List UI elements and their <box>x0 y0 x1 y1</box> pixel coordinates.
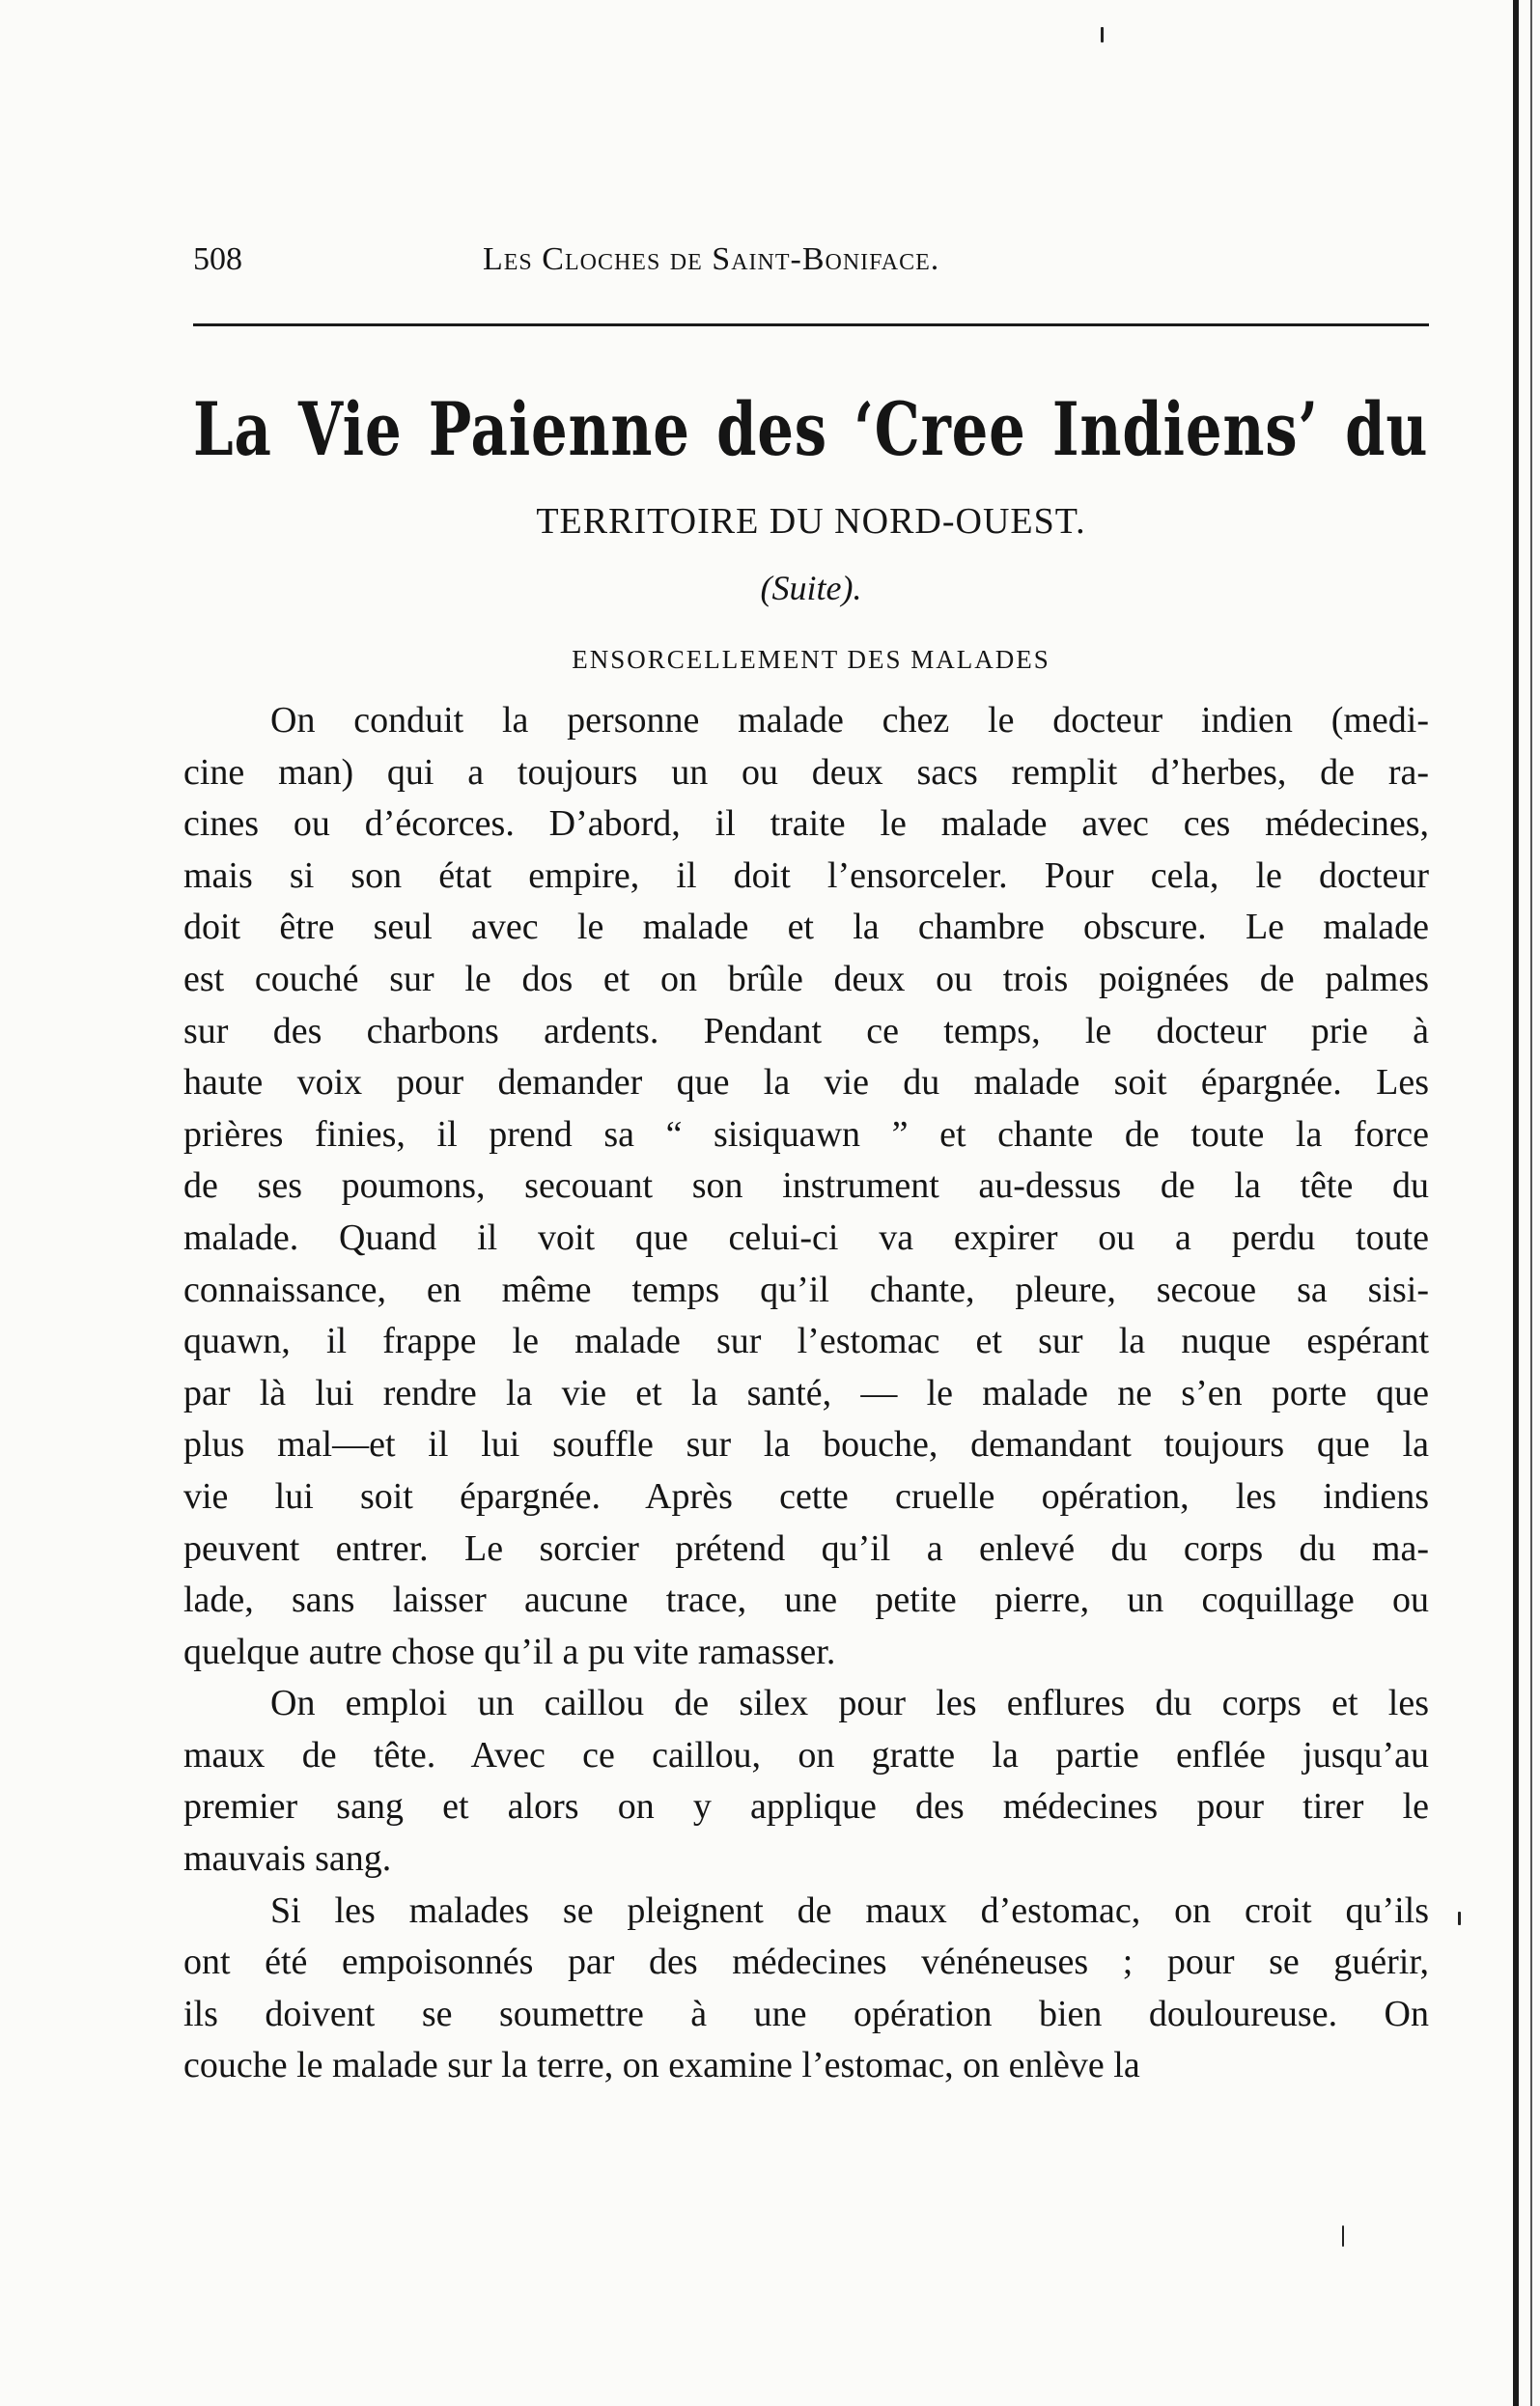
text-line: de ses poumons, secouant son instrument au-dessus de la tête du <box>183 1165 1429 1207</box>
text-line: cine man) qui a toujours un ou deux sacs remplit d’herbes, de ra- <box>183 751 1429 793</box>
text-line: ont été empoisonnés par des médecines vénéneuses ; pour se guérir, <box>183 1942 1429 1983</box>
text-line: premier sang et alors on y applique des médecines pour tirer le <box>183 1786 1429 1828</box>
text-line: On conduit la personne malade chez le docteur indien (medi- <box>270 700 1429 741</box>
article-subtitle: TERRITOIRE DU NORD-OUEST. <box>536 501 1086 542</box>
text-line: mauvais sang. <box>183 1838 392 1880</box>
text-line: malade. Quand il voit que celui-ci va expirer ou a perdu toute <box>183 1217 1429 1258</box>
text-line: vie lui soit épargnée. Après cette cruelle opération, les indiens <box>183 1475 1429 1517</box>
text-line: par là lui rendre la vie et la santé, — le malade ne s’en porte que <box>183 1372 1429 1413</box>
ink-speck <box>1458 1912 1461 1925</box>
paragraph <box>183 1886 1429 2092</box>
text-line: On emploi un caillou de silex pour les enflures du corps et les <box>270 1683 1429 1724</box>
paragraph <box>183 695 1429 1678</box>
article-title: La Vie Paienne des ‘Cree Indiens’ du <box>193 386 1429 472</box>
text-line: quelque autre chose qu’il a pu vite ramasser. <box>183 1631 836 1672</box>
text-line: mais si son état empire, il doit l’ensorceler. Pour cela, le docteur <box>183 854 1429 896</box>
page-number: 508 <box>193 241 242 277</box>
ink-speck <box>1101 27 1104 42</box>
text-line: connaissance, en même temps qu’il chante, pleure, secoue sa sisi- <box>183 1269 1429 1310</box>
article-body <box>183 695 1429 2092</box>
text-line: sur des charbons ardents. Pendant ce temps, le docteur prie à <box>183 1010 1429 1051</box>
header-rule <box>193 323 1429 326</box>
running-title: Les Cloches de Saint-Boniface. <box>483 241 940 277</box>
paragraph <box>183 1678 1429 1885</box>
page-outer-edge <box>1530 0 1532 2406</box>
text-line: lade, sans laisser aucune trace, une petite pierre, un coquillage ou <box>183 1580 1429 1621</box>
text-line: ils doivent se soumettre à une opération bien douloureuse. On <box>183 1993 1429 2034</box>
text-line: Si les malades se pleignent de maux d’estomac, on croit qu’ils <box>270 1889 1429 1931</box>
text-line: prières finies, il prend sa “ sisiquawn ” et chante de toute la force <box>183 1113 1429 1155</box>
text-line: est couché sur le dos et on brûle deux ou trois poignées de palmes <box>183 958 1429 999</box>
text-line: haute voix pour demander que la vie du malade soit épargnée. Les <box>183 1062 1429 1104</box>
article-suite-label: (Suite). <box>760 569 862 607</box>
text-line: cines ou d’écorces. D’abord, il traite le malade avec ces médecines, <box>183 803 1429 845</box>
text-line: quawn, il frappe le malade sur l’estomac et sur la nuque espérant <box>183 1321 1429 1362</box>
ink-speck <box>1342 2225 1344 2247</box>
text-line: couche le malade sur la terre, on examine l’estomac, on enlève la <box>183 2045 1140 2086</box>
text-line: doit être seul avec le malade et la chambre obscure. Le malade <box>183 907 1429 948</box>
page-binding-edge <box>1513 0 1519 2406</box>
text-line: maux de tête. Avec ce caillou, on gratte la partie enflée jusqu’au <box>183 1734 1429 1776</box>
section-heading: ENSORCELLEMENT DES MALADES <box>572 645 1050 674</box>
text-line: plus mal—et il lui souffle sur la bouche, demandant toujours que la <box>183 1424 1429 1466</box>
running-head <box>193 241 1429 290</box>
text-line: peuvent entrer. Le sorcier prétend qu’il a enlevé du corps du ma- <box>183 1527 1429 1569</box>
